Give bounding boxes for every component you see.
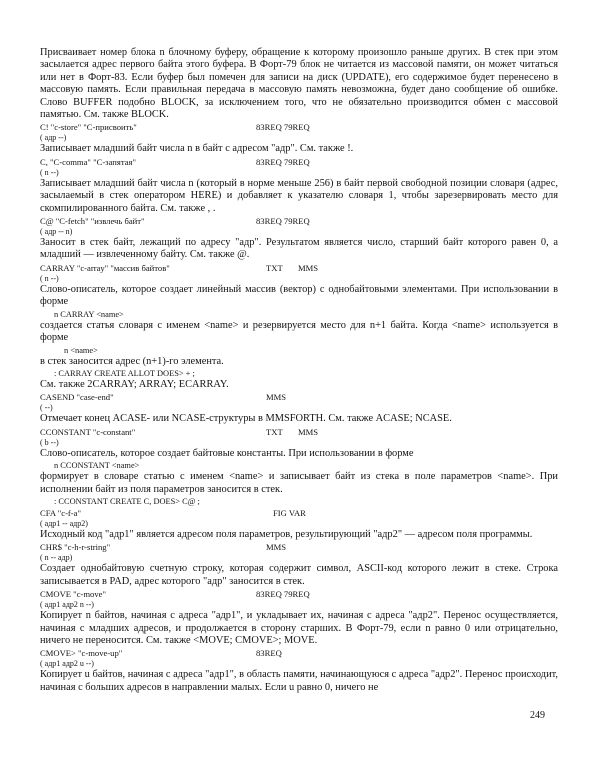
paragraph: Отмечает конец ACASE- или NCASE-структуры в MMSFORTH. См. также ACASE; NCASE.: [40, 413, 452, 425]
entry-standard-tag: 83REQ 79REQ: [256, 122, 310, 133]
usage-example: : CCONSTANT CREATE C, DOES> C@ ;: [54, 496, 200, 506]
paragraph: Присваивает номер блока n блочному буферу, обращение к которому произошло раньше других. В стек при этом засылается адрес первого байта этого буфера. В Форт-79 блок не читается из массовой памяти, он может читаться или нет в Форт-83. Если буфер был помечен для записи на диск (UPDATE), его содержимое будет перенесено в массовую память. Если правильная передача в массовую память невозможна, будет дано сообщение об ошибке. Слово BUFFER подобно BLOCK, за исключением того, что не обязательно производится обмен с массовой памятью. См. также BLOCK.: [40, 47, 558, 121]
entry-name: CHR$ "c-h-r-string": [40, 542, 111, 553]
entry-standard-tag: TXT: [266, 262, 283, 273]
stack-diagram: ( адр1 -- адр2): [40, 518, 88, 528]
paragraph: Записывает младший байт числа n в байт с адресом "адр". См. также !.: [40, 143, 354, 155]
entry-name: CMOVE> "c-move-up": [40, 648, 123, 659]
paragraph: Слово-описатель, которое создает байтовые константы. При использовании в форме: [40, 447, 414, 459]
stack-diagram: ( n -- адр): [40, 553, 73, 563]
entry-system-tag: MMS: [298, 426, 319, 437]
entry-standard-tag: FIG VAR: [273, 507, 306, 518]
entry-name: CMOVE "c-move": [40, 589, 106, 600]
paragraph: Записывает младший байт числа n (который в норме меньше 256) в байт первой свободной позиции словаря (адрес, засылаемый в стек оператором HERE) и добавляет к указателю словаря 1, чтобы зарезервировать место для скомпилированного байта. См. также , .: [40, 177, 558, 214]
stack-diagram: ( b --): [40, 437, 59, 447]
entry-standard-tag: 83REQ 79REQ: [256, 156, 310, 167]
usage-example: n CARRAY <name>: [54, 309, 124, 319]
entry-name: C! "c-store" "С-присвоить": [40, 122, 137, 133]
entry-standard-tag: 83REQ 79REQ: [256, 216, 310, 227]
entry-standard-tag: TXT: [266, 426, 283, 437]
glossary-entry-header: [40, 427, 558, 438]
paragraph: Слово-описатель, которое создает линейный массив (вектор) с однобайтовыми элементами. При использовании в форме: [40, 283, 558, 308]
entry-standard-tag: MMS: [266, 542, 287, 553]
usage-example: n <name>: [64, 345, 98, 355]
paragraph: Копирует u байтов, начиная с адреса "адр1", в область памяти, начинающуюся с адреса "адр2". Перенос происходит, начиная с больших адресов в направлении малых. Если u равно 0, ничего не: [40, 669, 558, 693]
glossary-entry-header: [40, 263, 558, 274]
stack-diagram: ( адр1 адр2 u --): [40, 659, 94, 669]
entry-name: CFA "c-f-a": [40, 507, 81, 518]
entry-system-tag: MMS: [298, 262, 319, 273]
paragraph: См. также 2CARRAY; ARRAY; ECARRAY.: [40, 378, 229, 390]
entry-standard-tag: 83REQ 79REQ: [256, 589, 310, 600]
glossary-entry-header: [40, 392, 558, 403]
paragraph: Заносит в стек байт, лежащий по адресу "адр". Результатом является число, старший байт которого равен 0, а младший — извлеченному байту. См. также @.: [40, 237, 558, 261]
entry-standard-tag: MMS: [266, 392, 287, 403]
usage-example: : CARRAY CREATE ALLOT DOES> + ;: [54, 368, 195, 378]
stack-diagram: ( n --): [40, 273, 59, 283]
glossary-content: [40, 47, 558, 694]
paragraph: создается статья словаря с именем <name> и резервируется место для n+1 байта. Когда <name> используется в форме: [40, 319, 558, 344]
glossary-entry-header: [40, 542, 558, 553]
glossary-entry-header: [40, 122, 558, 133]
entry-name: C, "C-comma" "С-запятая": [40, 156, 136, 167]
stack-diagram: ( адр -- n): [40, 227, 73, 237]
entry-name: CCONSTANT "c-constant": [40, 426, 136, 437]
paragraph: Копирует n байтов, начиная с адреса "адр1", и укладывает их, начиная с адреса "адр2". Перенос осуществляется, начиная с младших адресов, и продолжается в сторону старших. В Форт-79, если n равно 0 или отрицательно, ничего не переносится. См. также <MOVE; CMOVE>; MOVE.: [40, 610, 558, 646]
paragraph: Создает однобайтовую счетную строку, которая содержит символ, ASCII-код которого лежит в стеке. Строка записывается в PAD, адрес которого "адр" заносится в стек.: [40, 563, 558, 587]
glossary-entry-header: [40, 157, 558, 168]
glossary-entry-header: [40, 216, 558, 227]
stack-diagram: ( n --): [40, 167, 59, 177]
glossary-entry-header: [40, 589, 558, 600]
entry-name: C@ "C-fetch" "извлечь байт": [40, 216, 145, 227]
page-number: 249: [530, 710, 545, 721]
entry-name: CASEND "case-end": [40, 392, 114, 403]
entry-name: CARRAY "c-array" "массив байтов": [40, 262, 170, 273]
paragraph: в стек заносится адрес (n+1)-го элемента.: [40, 355, 224, 367]
glossary-entry-header: [40, 648, 558, 659]
paragraph: формирует в словаре статью с именем <name> и записывает байт из стека в поле параметров <name>. При исполнении байт из поля параметров заносится в стек.: [40, 471, 558, 495]
stack-diagram: ( адр1 адр2 n --): [40, 600, 94, 610]
glossary-entry-header: [40, 508, 558, 519]
usage-example: n CCONSTANT <name>: [54, 461, 140, 471]
paragraph: Исходный код "адр1" является адресом поля параметров, результирующий "адр2" — адресом поля программы.: [40, 528, 533, 540]
entry-standard-tag: 83REQ: [256, 648, 282, 659]
stack-diagram: ( --): [40, 403, 53, 413]
stack-diagram: ( адр --): [40, 133, 67, 143]
